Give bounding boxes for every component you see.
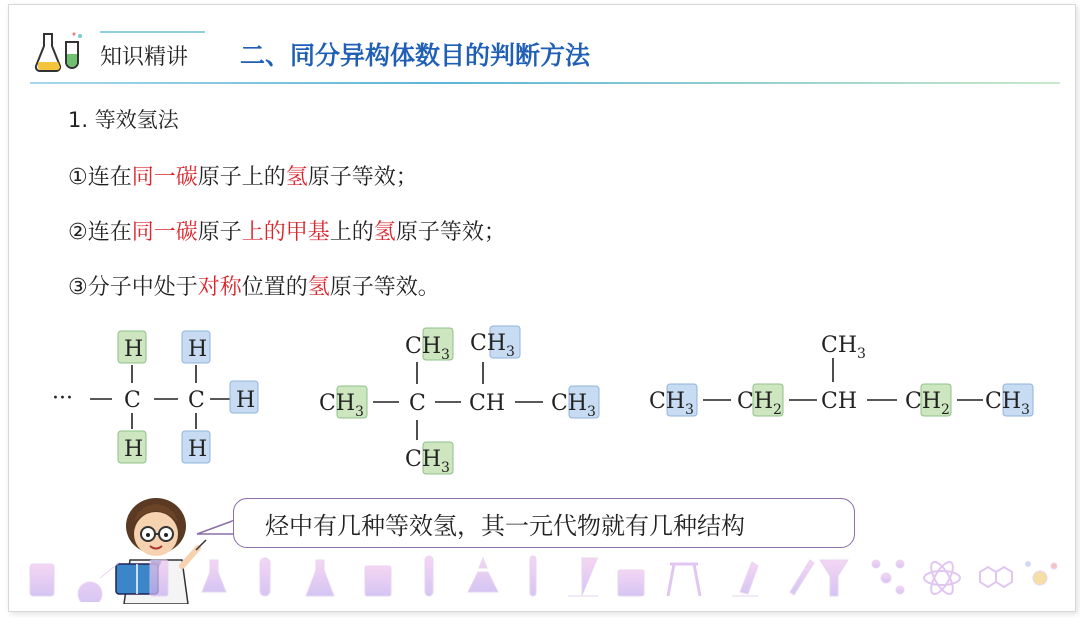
method-title: 1. 等效氢法 <box>68 108 179 132</box>
molecule-icon <box>872 560 904 594</box>
erlenmeyer-icon <box>306 560 334 596</box>
atom-c: C <box>409 391 426 416</box>
lab-equipment-strip <box>20 552 1070 602</box>
rule-1 <box>68 160 418 191</box>
atom-c: C <box>188 388 205 413</box>
tube-icon <box>425 556 433 596</box>
rule-2 <box>68 215 506 246</box>
rule-text: ①连在 <box>68 165 132 190</box>
atom-icon <box>924 559 960 597</box>
rule-text: 原子等效； <box>395 220 506 245</box>
rule-text: 上的 <box>329 220 374 245</box>
cylinder-icon <box>150 560 168 596</box>
rule-highlight: 氢 <box>307 275 330 300</box>
ellipsis: ··· <box>52 386 73 411</box>
methyl-group: $CH_3$ <box>985 389 1030 418</box>
rule-text: 原子等效； <box>307 165 418 190</box>
atom-h: H <box>188 337 208 362</box>
rule-text: 原子上的 <box>197 165 286 190</box>
rule-highlight: 同一碳 <box>131 165 198 190</box>
methylene-group: $CH_2$ <box>905 389 950 418</box>
tripod-icon <box>668 564 700 596</box>
methyl-group: $CH_3$ <box>821 333 866 362</box>
pipette-icon <box>790 560 814 595</box>
sparkle-icon <box>1026 562 1058 586</box>
methyl-group: $CH_3$ <box>470 331 515 360</box>
rule-highlight: 氢 <box>285 165 308 190</box>
header-divider <box>30 82 1060 84</box>
rule-highlight: 同一碳 <box>131 220 198 245</box>
atom-h: H <box>124 437 144 462</box>
methylene-group: $CH_2$ <box>737 389 782 418</box>
rule-text: 位置的 <box>241 275 308 300</box>
flask-icon <box>202 560 226 592</box>
rule-highlight: 上的甲基 <box>241 220 330 245</box>
box-icon <box>618 570 644 596</box>
stand-icon <box>568 558 598 596</box>
lab-flask-icon <box>34 28 88 74</box>
methyl-group: $CH_3$ <box>319 391 364 420</box>
rule-text: ②连在 <box>68 220 132 245</box>
methyl-group: $CH_3$ <box>551 391 596 420</box>
funnel-icon <box>820 560 848 596</box>
rule-highlight: 对称 <box>197 275 242 300</box>
page-title: 二、同分异构体数目的判断方法 <box>240 41 591 70</box>
rule-text: ③分子中处于 <box>68 275 198 300</box>
rule-highlight: 氢 <box>373 220 396 245</box>
atom-h: H <box>124 337 144 362</box>
rule-text: 原子 <box>197 220 242 245</box>
hexagon-structure-icon <box>980 567 1012 587</box>
atom-h: H <box>188 437 208 462</box>
structure-1-diagram <box>40 325 280 470</box>
jar-icon <box>365 566 391 596</box>
header-accent <box>100 31 205 33</box>
methyl-group: $CH_3$ <box>405 334 450 363</box>
ch-group: CH <box>821 389 858 414</box>
methyl-group: $CH_3$ <box>405 447 450 476</box>
speech-bubble-tail <box>195 516 237 542</box>
burner-icon <box>468 558 498 592</box>
speech-bubble-text: 烃中有几种等效氢，其一元代物就有几种结构 <box>265 512 745 540</box>
microscope-icon <box>732 562 758 596</box>
rule-3 <box>68 270 440 301</box>
rule-text: 原子等效。 <box>329 275 440 300</box>
beaker-icon <box>30 564 54 596</box>
methyl-group: $CH_3$ <box>649 389 694 418</box>
atom-c: C <box>124 388 141 413</box>
ch-group: CH <box>469 391 506 416</box>
atom-h: H <box>236 388 256 413</box>
retort-icon <box>78 562 120 602</box>
test-tube-icon <box>260 558 270 596</box>
section-badge: 知识精讲 <box>100 45 189 70</box>
dropper-icon <box>530 556 536 596</box>
structure-3-diagram <box>645 326 1045 426</box>
structure-2-diagram <box>315 322 615 478</box>
